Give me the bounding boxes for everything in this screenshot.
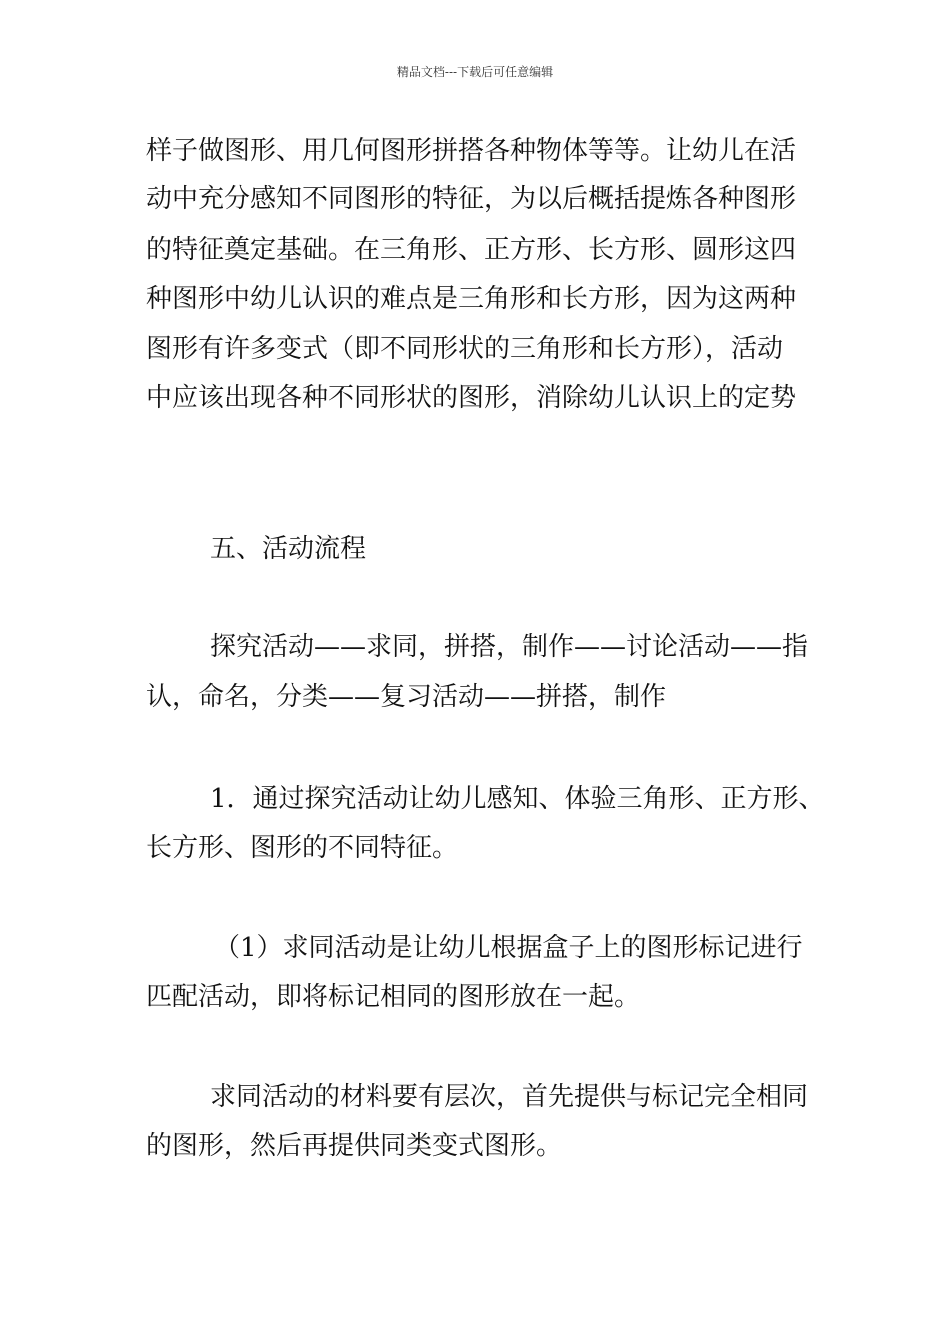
paragraph-line: 求同活动的材料要有层次，首先提供与标记完全相同 bbox=[210, 1082, 809, 1112]
paragraph-line: 的图形，然后再提供同类变式图形。 bbox=[146, 1131, 563, 1161]
section-heading: 五、活动流程 bbox=[210, 534, 367, 564]
paragraph-line: 动中充分感知不同图形的特征，为以后概括提炼各种图形 bbox=[146, 184, 797, 214]
paragraph-line: 匹配活动，即将标记相同的图形放在一起。 bbox=[146, 982, 641, 1012]
paragraph-line: 1．通过探究活动让幼儿感知、体验三角形、正方形、 bbox=[210, 784, 825, 814]
paragraph-line: 探究活动——求同，拼搭，制作——讨论活动——指 bbox=[210, 632, 809, 662]
paragraph-line: 中应该出现各种不同形状的图形，消除幼儿认识上的定势 bbox=[146, 383, 797, 413]
paragraph-line: （1）求同活动是让幼儿根据盒子上的图形标记进行 bbox=[214, 933, 803, 963]
paragraph-line: 样子做图形、用几何图形拼搭各种物体等等。让幼儿在活 bbox=[146, 136, 797, 166]
paragraph-line: 的特征奠定基础。在三角形、正方形、长方形、圆形这四 bbox=[146, 235, 797, 265]
paragraph-line: 种图形中幼儿认识的难点是三角形和长方形，因为这两种 bbox=[146, 284, 797, 314]
paragraph-line: 认，命名，分类——复习活动——拼搭，制作 bbox=[146, 682, 667, 712]
page-header: 精品文档---下载后可任意编辑 bbox=[396, 65, 554, 79]
paragraph-line: 长方形、图形的不同特征。 bbox=[146, 833, 459, 863]
paragraph-line: 图形有许多变式（即不同形状的三角形和长方形），活动 bbox=[146, 334, 784, 364]
